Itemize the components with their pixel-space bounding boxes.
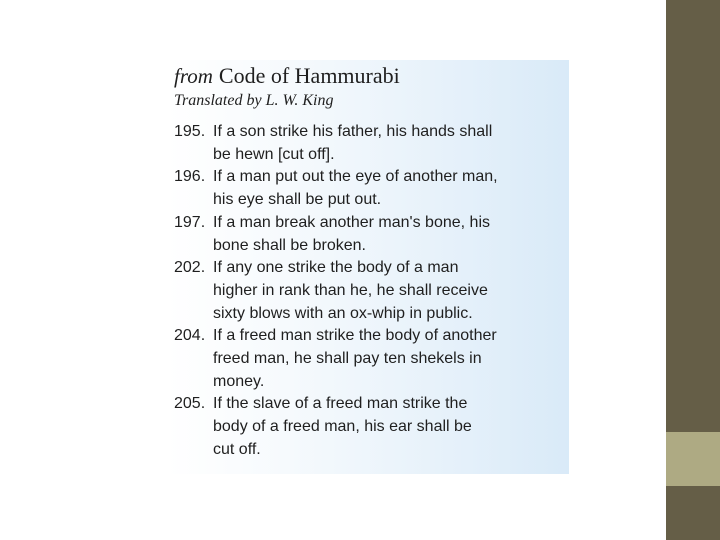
law-text: If a man break another man's bone, his bone shall be broken. bbox=[213, 213, 490, 254]
law-number: 196. bbox=[174, 168, 206, 186]
law-number: 204. bbox=[174, 327, 206, 345]
law-number: 205. bbox=[174, 395, 206, 413]
law-text: If any one strike the body of a man higher in rank than he, he shall receive sixty blows with an ox-whip in public. bbox=[213, 259, 488, 322]
law-number: 197. bbox=[174, 213, 206, 231]
law-item bbox=[174, 393, 569, 461]
law-item bbox=[174, 257, 569, 325]
hammurabi-excerpt bbox=[167, 60, 569, 474]
title-prefix: from bbox=[174, 64, 213, 88]
law-number: 195. bbox=[174, 123, 206, 140]
law-item bbox=[174, 121, 569, 166]
slide-side-bar-accent bbox=[666, 432, 720, 486]
law-text: If the slave of a freed man strike the body of a freed man, his ear shall be cut off. bbox=[213, 395, 472, 458]
translator-credit: Translated by L. W. King bbox=[174, 92, 334, 109]
excerpt-title bbox=[174, 63, 569, 89]
law-text: If a man put out the eye of another man, his eye shall be put out. bbox=[213, 168, 498, 209]
law-number: 202. bbox=[174, 259, 206, 277]
law-item bbox=[174, 325, 569, 393]
title-name: Code of Hammurabi bbox=[218, 63, 400, 88]
law-item bbox=[174, 212, 569, 257]
law-text: If a freed man strike the body of another freed man, he shall pay ten shekels in money. bbox=[213, 327, 497, 390]
law-item bbox=[174, 166, 569, 211]
law-text: If a son strike his father, his hands shall be hewn [cut off]. bbox=[213, 123, 493, 163]
